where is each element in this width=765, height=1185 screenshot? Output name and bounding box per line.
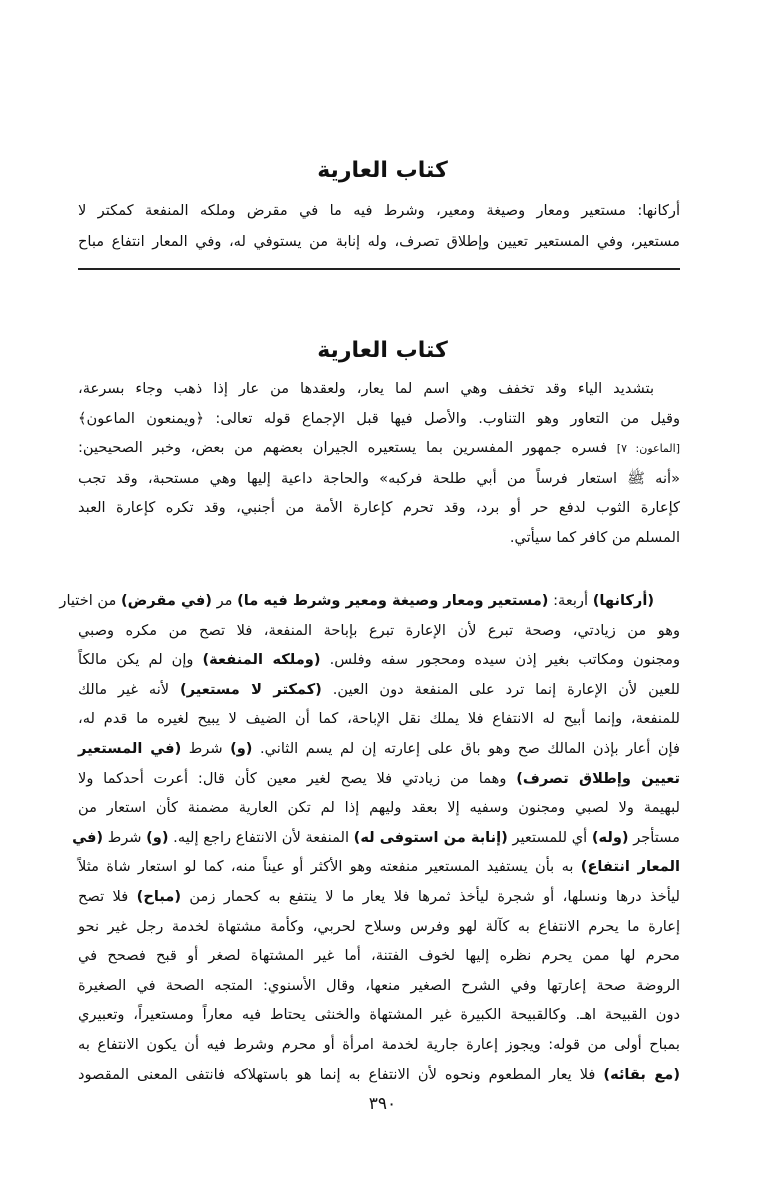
text-segment: «أنه ﷺ استعار فرساً من أبي طلحة فركبه» والحاجة داعية إليها وهي مستحبة، وقد تجب xyxy=(78,469,680,487)
bold-matn-text: (أركانها) xyxy=(592,592,654,609)
text-line xyxy=(78,1000,680,1030)
bold-matn-text: (مستعير ومعار وصيغة ومعير وشرط فيه ما) xyxy=(237,592,549,609)
text-line xyxy=(78,793,680,823)
text-segment: فإن أعار بإذن المالك صح وهو باق على إعارته إن لم يسم الثاني. xyxy=(252,739,680,757)
text-segment: الروضة صحة إعارتها وفي الشرح الصغير منعها، وقال الأسنوي: المتجه الصحة في الصغيرة xyxy=(78,976,680,994)
commentary-intro xyxy=(78,374,680,553)
summary-title: كتاب العارية xyxy=(317,158,448,183)
bold-matn-text: (كمكتر لا مستعير) xyxy=(180,680,322,698)
text-segment: شرط xyxy=(181,739,231,757)
text-line xyxy=(78,764,680,794)
text-segment: لبهيمة ولا لصبي ومجنون وسفيه إلا بعقد وليهم إذا لم تكن العارية مضمنة كأن استعار من xyxy=(78,799,680,817)
text-segment: شرط xyxy=(103,828,147,846)
text-segment: دون القبيحة اهـ. وكالقبيحة الكبيرة غير المشتهاة والخنثى يحتاط فيه معاراً ومستعيراً، وتعبيري xyxy=(78,1006,680,1024)
text-segment: أربعة: xyxy=(548,592,593,609)
text-segment: للعين لأن الإعارة إنما ترد على المنفعة دون العين. xyxy=(321,680,680,698)
bold-matn-text: (في المستعير xyxy=(78,739,182,757)
text-segment: أركانها: مستعير ومعار وصيغة ومعير، وشرط فيه ما في مقرض وملكه المنفعة كمكتر لا xyxy=(78,202,680,219)
text-line xyxy=(78,616,680,646)
text-segment: ومجنون ومكاتب بغير إذن سيده ومحجور سفه وفلس. xyxy=(320,651,681,669)
text-segment: مر xyxy=(211,592,238,609)
bold-matn-text: (وله) xyxy=(591,828,629,846)
text-segment: به بأن يستفيد المستعير منفعته وهو الأكثر أو عيناً منه، كما لو استعار شاة مثلاً xyxy=(78,858,581,876)
text-segment: وقيل من التعاور وهو التناوب. والأصل فيها قبل الإجماع قوله تعالى: ﴿ويمنعون الماعون﴾ xyxy=(78,409,680,427)
text-segment: أي للمستعير xyxy=(507,828,592,846)
text-line xyxy=(78,1060,680,1090)
bold-matn-text: (وملكه المنفعة) xyxy=(202,651,321,669)
text-segment: وإن لم يكن مالكاً xyxy=(78,651,203,669)
bold-matn-text: المعار انتفاع) xyxy=(580,858,680,876)
text-segment: مستأجر xyxy=(628,828,680,846)
verse-reference: [الماعون: ٧] xyxy=(616,442,680,456)
text-line xyxy=(78,734,680,764)
page-number: ٣٩٠ xyxy=(368,1094,397,1114)
text-line xyxy=(72,823,680,853)
text-segment: وهو من زيادتي، وصحة تبرع لأن الإعارة تبرع بإباحة المنفعة، فلا تصح من مكره وصبي xyxy=(78,621,680,639)
text-line xyxy=(78,195,680,226)
divider-rule xyxy=(78,268,680,270)
text-line xyxy=(78,1030,680,1060)
text-segment: بمباح أولى من قوله: ويجوز إعارة جارية لخدمة امرأة أو محرم وشرط فيه أن يكون الانتفاع به xyxy=(78,1035,680,1053)
bold-matn-text: (إنابة من استوفى له) xyxy=(353,828,508,846)
text-segment: المسلم من كافر كما سيأتي. xyxy=(509,528,680,546)
text-segment: فلا يعار المطعوم ونحوه لأن الانتفاع به إنما هو باستهلاكه فانتفى المعنى المقصود xyxy=(78,1065,604,1083)
text-segment: لأنه غير مالك xyxy=(78,680,181,698)
text-segment: وهما من زيادتي فلا يصح لغير معين كأن قال: أعرت أحدكما ولا xyxy=(78,769,517,787)
text-line xyxy=(78,404,680,434)
text-segment: فلا تصح xyxy=(78,887,137,905)
bold-matn-text: (مع بقائه) xyxy=(603,1065,681,1083)
text-line xyxy=(78,882,680,912)
text-segment: محرم لها ممن يحرم نظره إليها لخوف الفتنة، أما غير المشتهاة لصغر أو قبح فصحح في xyxy=(78,947,680,965)
text-line xyxy=(78,852,680,882)
bold-matn-text: (و) xyxy=(230,739,253,757)
commentary-body xyxy=(59,586,681,1089)
summary-text xyxy=(78,195,680,257)
text-line xyxy=(78,941,680,971)
text-line xyxy=(59,586,680,616)
text-line xyxy=(78,464,680,494)
text-line xyxy=(78,433,680,464)
bold-matn-text: تعيين وإطلاق تصرف) xyxy=(516,769,680,787)
commentary-title: كتاب العارية xyxy=(317,338,448,363)
text-segment: ليأخذ درها ونسلها، أو شجرة ليأخذ ثمرها فلا يعار ما لا ينتفع به كحمار زمن xyxy=(181,887,680,905)
text-line xyxy=(78,493,680,523)
bold-matn-text: (في xyxy=(72,828,104,846)
text-line xyxy=(78,374,680,404)
text-line xyxy=(78,912,680,942)
text-line xyxy=(78,675,680,705)
text-segment: بتشديد الياء وقد تخفف وهي اسم لما يعار، ولعقدها من عار إذا ذهب وجاء بسرعة، xyxy=(78,380,654,397)
text-segment: فسره جمهور المفسرين بما يستعيره الجيران بعضهم من بعض، وخبر الصحيحين: xyxy=(78,439,617,457)
text-line xyxy=(78,704,680,734)
text-segment: كإعارة الثوب لدفع حر أو برد، وقد تحرم كإعارة الأمة من أجنبي، وقد تكره كإعارة العبد xyxy=(78,499,680,517)
text-segment: للمنفعة، وإنما أبيح له الانتفاع فلا يملك نقل الإباحة، كما أن الضيف لا يبيح لغيره ما قدم له، xyxy=(78,710,680,728)
text-segment: إعارة ما يحرم الانتفاع به كآلة لهو وفرس وسلاح لحربي، وكأمة مشتهاة لخدمة رجل غير نحو xyxy=(78,917,680,935)
text-line xyxy=(78,523,680,553)
text-segment: من اختيار xyxy=(59,592,121,609)
text-line xyxy=(78,226,680,257)
text-line xyxy=(78,971,680,1001)
text-line xyxy=(78,645,680,675)
bold-matn-text: (مباح) xyxy=(136,887,182,905)
text-segment: مستعير، وفي المستعير تعيين وإطلاق تصرف، وله إنابة من يستوفي له، وفي المعار انتفاع مباح xyxy=(78,233,680,250)
bold-matn-text: (و) xyxy=(146,828,169,846)
text-segment: المنفعة لأن الانتفاع راجع إليه. xyxy=(168,828,354,846)
bold-matn-text: (في مقرض) xyxy=(120,592,212,609)
